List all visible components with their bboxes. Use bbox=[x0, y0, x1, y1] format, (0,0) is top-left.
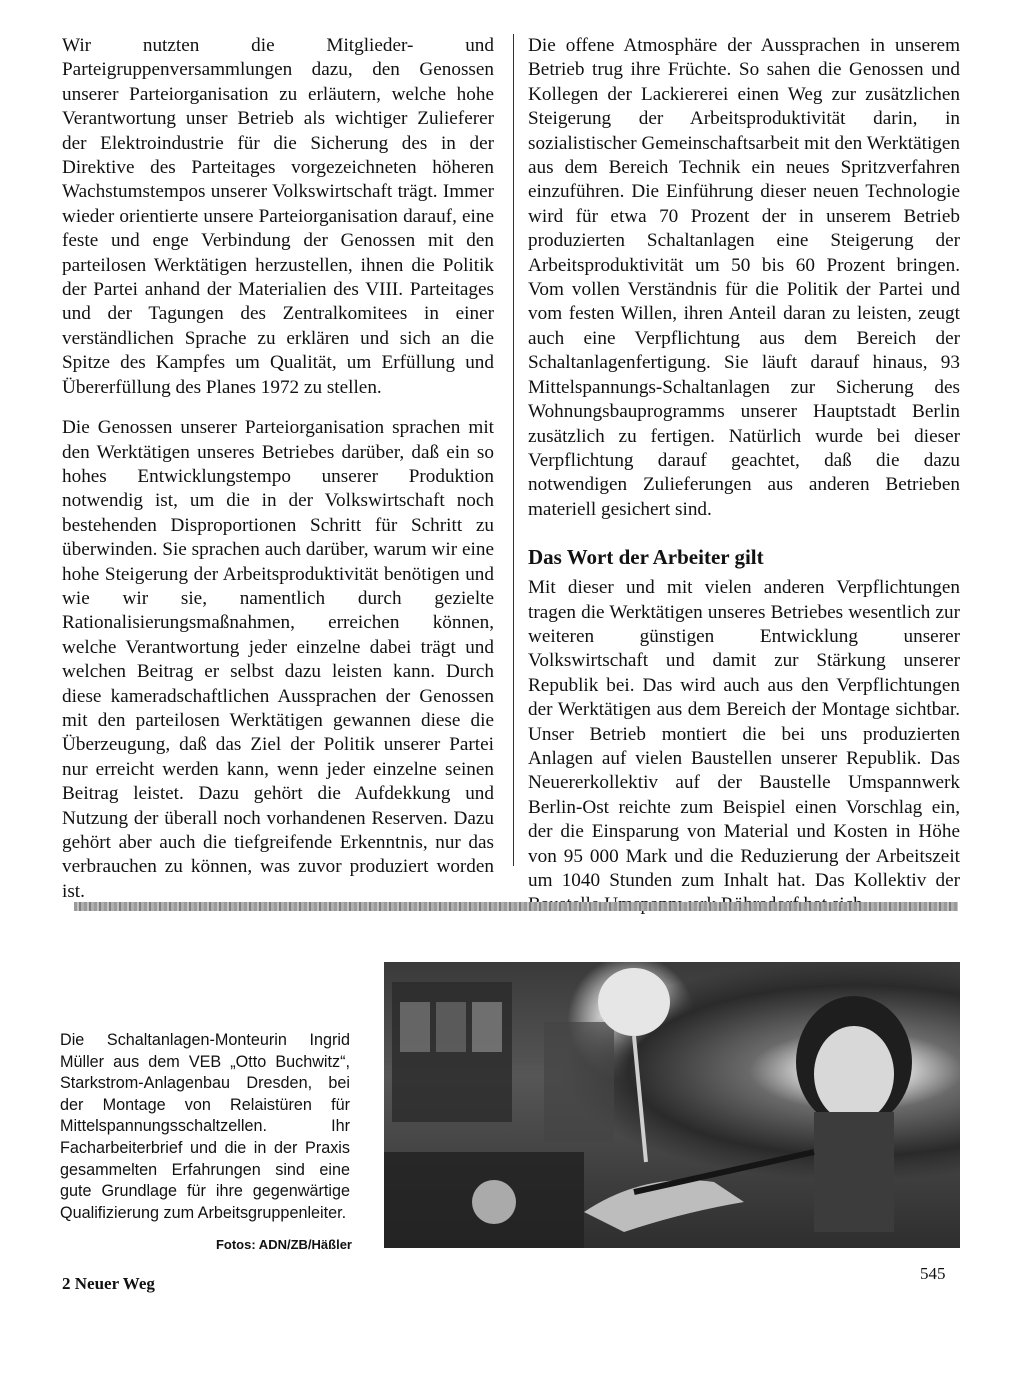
article-paragraph: Wir nutzten die Mitglieder- und Parteigruppenversammlungen dazu, den Genossen unserer Parteiorganisation zu erläutern, welche hohe Verantwortung unser Betrieb als wichtiger Zulieferer der Elektroindustrie für die Sicherung des in der Direktive des Parteitages vorgezeichneten höheren Wachstumstempos unserer Volkswirtschaft trägt. Immer wieder orientierte unsere Parteiorganisation darauf, eine feste und enge Verbindung der Genossen mit den parteilosen Werktätigen herzustellen, ihnen die Politik der Partei anhand der Materialien des VIII. Parteitages und der Tagungen des Zentralkomitees in einer verständlichen Sprache zu erklären und sich an die Spitze des Kampfes um Qualität, um Erfüllung und Übererfüllung des Planes 1972 zu stellen. bbox=[62, 35, 494, 398]
column-divider bbox=[513, 34, 514, 866]
article-paragraph: Die offene Atmosphäre der Aussprachen in unserem Betrieb trug ihre Früchte. So sahen die Genossen und Kollegen der Lackiererei einen Weg zur zusätzlichen Steigerung der Arbeitsproduktivität darin, in sozialistischer Gemeinschaftsarbeit mit den Werktätigen aus dem Bereich Technik ein neues Spritzverfahren einzuführen. Die Einführung dieser neuen Technologie wird für etwa 70 Prozent der in unserem Betrieb produzierten Schaltanlagen eine Steigerung der Arbeitsproduktivität um 50 bis 60 Prozent bringen. Vom vollen Verständnis für die Politik der Partei und vom festen Willen, ihren Anteil daran zu leisten, zeugt auch eine Verpflichtung aus dem Bereich der Schaltanlagenfertigung. Sie läuft darauf hinaus, 93 Mittelspannungs-Schaltanlagen zur Sicherung des Wohnungsbauprogramms unserer Hauptstadt Berlin zusätzlich zu fertigen. Natürlich wurde bei dieser Verpflichtung darauf geachtet, daß die dazu notwendigen Zulieferungen aus anderen Betrieben materiell gesichert sind. bbox=[528, 35, 960, 520]
photo-illustration bbox=[384, 962, 960, 1248]
article-paragraph: Mit dieser und mit vielen anderen Verpflichtungen tragen die Werktätigen unseres Betriebes wesentlich zur weiteren günstigen Entwicklung unserer Volkswirtschaft und damit zur Stärkung unserer Republik bei. Das wird auch aus den Verpflichtungen der Werktätigen aus dem Bereich der Montage sichtbar. Unser Betrieb montiert die bei uns produzierten Anlagen auf vielen Baustellen unserer Republik. Das Neuererkollektiv auf der Baustelle Umspannwerk Berlin-Ost reichte zum Beispiel einen Vorschlag ein, der die Einsparung von Material und Kosten in Höhe von 95 000 Mark und die Reduzierung der Arbeitszeit um 1040 Stunden zum Inhalt hat. Das Kollektiv der bbox=[528, 577, 960, 891]
photo-credit: Fotos: ADN/ZB/Häßler bbox=[215, 1237, 352, 1252]
article-right-column bbox=[528, 34, 960, 918]
article-paragraph: Die Genossen unserer Parteiorganisation sprachen mit den Werktätigen unseres Betriebes darüber, daß ein so hohes Entwicklungstempo unserer Produktion notwendig ist, um die in der Volkswirtschaft noch bestehenden Disproportionen Schritt für Schritt zu überwinden. Sie sprachen auch darüber, warum wir eine hohe Steigerung der Arbeitsproduktivität benötigen und wie wir sie, namentlich durch gezielte Rationalisierungsmaßnahmen, erreichen können, welche Verantwortung jeder einzelne dabei trägt und welchen Beitrag er selbst dazu leisten kann. Durch diese kameradschaftlichen Aussprachen der Genossen mit den parteilosen Werktätigen gewannen diese die Überzeugung, daß das Ziel der Politik unserer Partei nur erreicht werden kann, wenn jeder einzelne seinen Beitrag leistet. Dazu gehört die Aufdekkung und Nutzung der überall noch vorhandenen Reserven. Dazu gehört aber auch die tiefgreifende Erkenntnis, nur das verbrauchen zu können, was zuvor produziert worden ist. bbox=[62, 417, 494, 902]
page-number: 545 bbox=[920, 1264, 946, 1283]
horizontal-rule bbox=[74, 902, 958, 911]
footer-publication: 2 Neuer Weg bbox=[62, 1274, 155, 1293]
section-heading: Das Wort der Arbeiter gilt bbox=[528, 545, 764, 570]
photo-caption: Die Schaltanlagen-Monteurin Ingrid Müller aus dem VEB „Otto Buchwitz“, Starkstrom-Anlagenbau Dresden, bei der Montage von Relaistüren für Mittelspannungsschaltzellen. Ihr Facharbeiterbrief und die in der Praxis gesammelten Erfahrungen sind eine gute Grundlage für ihre gegenwärtige Qualifizierung zum Arbeitsgruppenleiter. bbox=[60, 1031, 350, 1222]
photo bbox=[384, 962, 960, 1248]
article-left-column bbox=[62, 34, 494, 904]
